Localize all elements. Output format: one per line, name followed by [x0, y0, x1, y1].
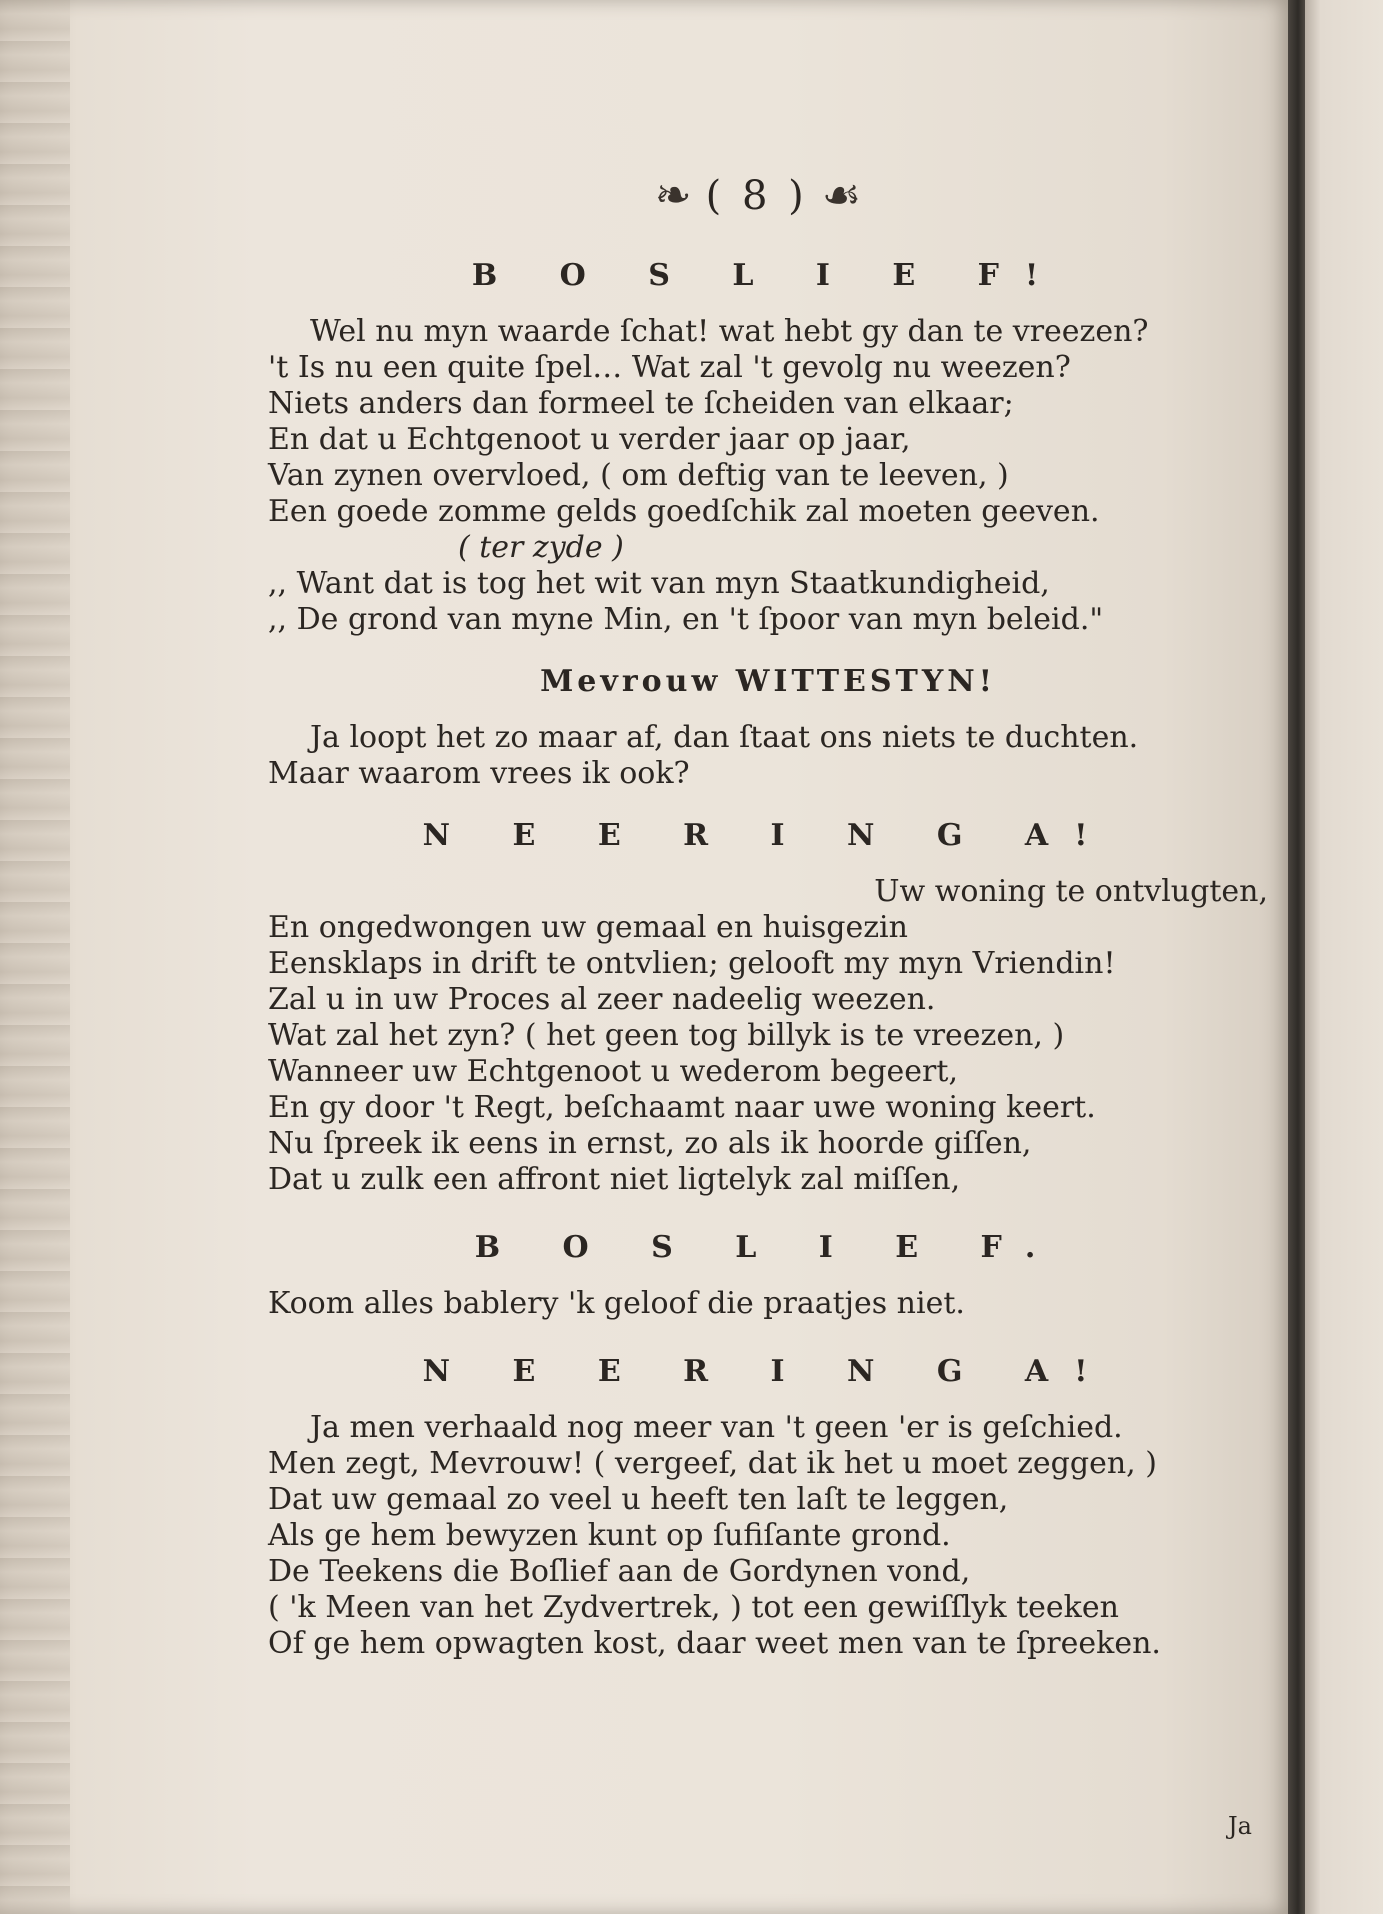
verse-line: ,, Want dat is tog het wit van myn Staatkundigheid,	[268, 566, 1050, 601]
catchword: Ja	[1228, 1812, 1252, 1840]
verse-line: Men zegt, Mevrouw! ( vergeef, dat ik het u moet zeggen, )	[268, 1446, 1157, 1481]
verse-line: 't Is nu een quite ſpel… Wat zal 't gevolg nu weezen?	[268, 350, 1071, 385]
verse-line: Een goede zomme gelds goedſchik zal moeten geeven.	[268, 494, 1100, 529]
verse-line: Dat uw gemaal zo veel u heeft ten laſt te leggen,	[268, 1482, 1009, 1517]
page-text	[268, 160, 1268, 1662]
verse-line: ,, De grond van myne Min, en 't ſpoor van myn beleid."	[268, 602, 1104, 637]
verse-line: En ongedwongen uw gemaal en huisgezin	[268, 910, 908, 945]
verse-line: Uw woning te ontvlugten,	[874, 874, 1268, 909]
speaker-heading: N E E R I N G A!	[422, 1354, 1114, 1389]
verse-line: Maar waarom vrees ik ook?	[268, 756, 690, 791]
speaker-heading: B O S L I E F.	[474, 1230, 1062, 1265]
verse-line: Van zynen overvloed, ( om deftig van te leeven, )	[268, 458, 1009, 493]
verse-line: Wat zal het zyn? ( het geen tog billyk is te vreezen, )	[268, 1018, 1065, 1053]
deckled-edge	[0, 0, 70, 1914]
verse-line: Zal u in uw Proces al zeer nadeelig weezen.	[268, 982, 936, 1017]
verse-line: En gy door 't Regt, beſchaamt naar uwe woning keert.	[268, 1090, 1096, 1125]
speaker-heading: N E E R I N G A!	[422, 818, 1114, 853]
speaker-heading: Mevrouw WITTESTYN!	[540, 664, 996, 699]
stage-direction: ( ter zyde )	[458, 530, 624, 565]
page-number: ( 8 )	[705, 173, 808, 219]
speaker-heading: B O S L I E F!	[471, 258, 1065, 293]
verse-line: En dat u Echtgenoot u verder jaar op jaar,	[268, 422, 911, 457]
verse-line: Ja men verhaald nog meer van 't geen 'er is geſchied.	[310, 1410, 1123, 1445]
verse-line: Of ge hem opwagten kost, daar weet men van te ſpreeken.	[268, 1626, 1161, 1661]
verse-line: Niets anders dan formeel te ſcheiden van elkaar;	[268, 386, 1014, 421]
page-header	[248, 160, 1268, 232]
verse-line: Nu ſpreek ik eens in ernst, zo als ik hoorde giſſen,	[268, 1126, 1032, 1161]
verse-line: Eensklaps in drift te ontvlien; gelooft my myn Vriendin!	[268, 946, 1116, 981]
verse-line: Koom alles bablery 'k geloof die praatjes niet.	[268, 1286, 965, 1321]
leaf-ornament-left-icon: ❧	[654, 170, 692, 221]
facing-page-edge	[1305, 0, 1383, 1914]
verse-line: ( 'k Meen van het Zydvertrek, ) tot een gewiſſlyk teeken	[268, 1590, 1119, 1625]
verse-line: De Teekens die Boſlief aan de Gordynen vond,	[268, 1554, 971, 1589]
verse-line: Dat u zulk een affront niet ligtelyk zal miſſen,	[268, 1162, 961, 1197]
leaf-ornament-right-icon: ☙	[821, 170, 862, 221]
verse-line: Ja loopt het zo maar af, dan ſtaat ons niets te duchten.	[310, 720, 1139, 755]
verse-line: Wel nu myn waarde ſchat! wat hebt gy dan te vreezen?	[310, 314, 1149, 349]
verse-line: Wanneer uw Echtgenoot u wederom begeert,	[268, 1054, 958, 1089]
verse-line: Als ge hem bewyzen kunt op ſufiſante grond.	[268, 1518, 951, 1553]
